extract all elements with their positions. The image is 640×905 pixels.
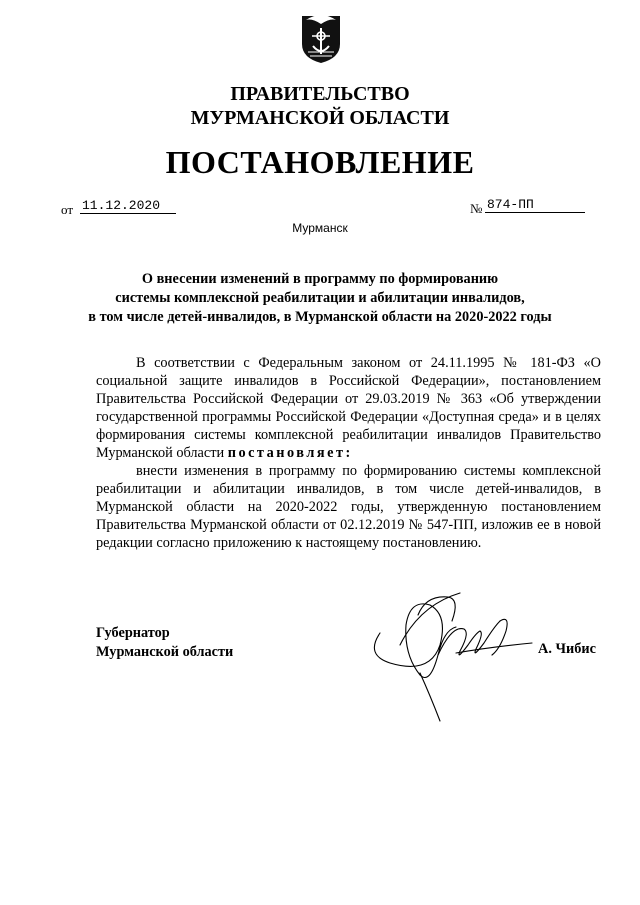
signer-title-line2: Мурманской области [96,644,234,660]
handwritten-signature [360,585,535,725]
body-paragraph-1 [96,354,601,462]
document-heading [60,270,580,327]
date-prefix: от [61,202,74,217]
document-number: 874-ПП [485,197,585,213]
number-prefix: № [470,201,483,216]
org-name-line2: МУРМАНСКОЙ ОБЛАСТИ [190,107,450,129]
signer-title [96,624,233,662]
signer-name: А. Чибис [538,641,596,657]
body-paragraph-1-text: В соответствии с Федеральным законом от 24.11.1995 № 181-ФЗ «О социальной защите инвалидов в Российской Федерации», постановлением Правительства Российской Федерации от 29.03.2019 № 363 «Об утверждении государственной программы Российской Федерации «Доступная среда» и в целях формирования системы комплексной реабилитации инвалидов Правительство Мурманской области [96,355,601,461]
signer-title-line1: Губернатор [96,625,170,641]
heading-line2: системы комплексной реабилитации и абилитации инвалидов, [115,290,525,306]
org-name-line1: ПРАВИТЕЛЬСТВО [230,83,410,105]
heading-line3: в том числе детей-инвалидов, в Мурманской области на 2020-2022 годы [88,309,552,325]
coat-of-arms-icon [300,8,342,64]
body-paragraph-2: внести изменения в программу по формированию системы комплексной реабилитации и абилитации инвалидов, в том числе детей-инвалидов, в Мурманской области на 2020-2022 годы, утвержденную постановлением Правительства Мурманской области от 02.12.2019 № 547-ПП, изложив ее в новой редакции согласно приложению к настоящему постановлению. [96,463,601,551]
city: Мурманск [292,221,348,235]
heading-line1: О внесении изменений в программу по формированию [141,271,499,287]
document-type: ПОСТАНОВЛЕНИЕ [165,144,475,180]
document-date: 11.12.2020 [80,198,176,214]
document-body [96,354,601,552]
resolution-keyword: постановляет: [227,445,353,461]
